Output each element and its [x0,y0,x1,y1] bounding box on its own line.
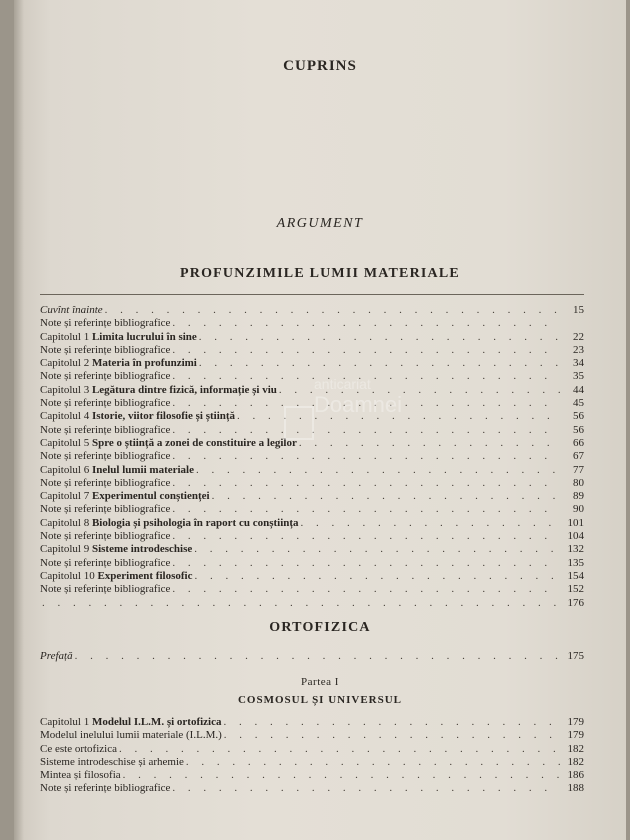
toc-entry-leader-dots [123,769,560,782]
toc-entry-chapter-title: Materia în profunzimi [91,357,197,370]
toc-entry-page-number: 56 [573,410,584,423]
toc-entry-label: Note și referințe bibliografice [40,503,171,516]
toc-entry-leader-dots [301,517,560,530]
toc-entry [40,756,584,769]
toc-entry-label: Ce este ortofizica [40,742,117,755]
toc-entry-label [40,357,197,370]
watermark-logo [284,376,434,456]
toc-entry-chapter-title: Biologia și psihologia în raport cu conștiința [91,516,299,529]
toc-entry-chapter-title: Istorie, viitor filosofie și știință [91,410,236,423]
toc-entry-leader-dots [186,756,560,769]
toc-entry-label: Note și referințe bibliografice [40,343,171,356]
toc-entry-label [40,464,194,477]
toc-entry [40,503,584,516]
toc-entry-page-number: 132 [567,543,584,556]
toc-entry-label [40,490,210,503]
toc-entry-leader-dots [172,583,560,596]
toc-entry-chapter-number: Capitolul 6 [40,463,92,476]
toc-entry-label: Prefață [40,650,73,662]
toc-entry-page-number: 44 [573,383,584,396]
toc-entry-chapter-number: Capitolul 3 [40,383,92,396]
spine-shadow [14,0,24,840]
toc-entry-label: Note și referințe bibliografice [40,782,171,795]
toc-entry-page-number: 186 [567,769,584,782]
toc-entry-page-number: 15 [573,304,584,316]
toc-entry-chapter-title: Spre o știință a zonei de constituire a legilor [91,436,297,449]
toc-entry-page-number: 90 [573,503,584,516]
toc-entry-chapter-number: Capitolul 2 [40,357,92,370]
toc-entry [40,357,584,370]
toc-entry [40,304,584,317]
toc-entry-leader-dots [172,344,560,357]
section-heading-ortofizica: ORTOFIZICA [269,620,371,635]
toc-list-cosmosul [40,716,584,796]
toc-entry-page-number: 89 [573,490,584,503]
toc-entry-label: Note și referințe bibliografice [40,476,171,489]
toc-entry [40,530,584,543]
toc-entry [40,464,584,477]
toc-entry-page-number: 135 [567,556,584,569]
toc-entry-chapter-title: Experiment filosofic [97,569,193,582]
toc-entry-page-number: 34 [573,357,584,370]
toc-entry-page-number: 35 [573,370,584,383]
toc-entry-page-number: 80 [573,476,584,489]
toc-entry-page-number: 23 [573,343,584,356]
toc-entry [40,557,584,570]
toc-entry-page-number: 45 [573,397,584,410]
toc-entry-page-number: 154 [567,569,584,582]
toc-entry-label: Note și referințe bibliografice [40,397,171,410]
toc-entry-leader-dots [199,331,560,344]
section-subheading-profunzimile: PROFUNZIMILE LUMII MATERIALE [180,266,460,281]
toc-entry-page-number: 182 [567,742,584,755]
toc-entry-page-number: 101 [567,516,584,529]
toc-entry [40,782,584,795]
toc-entry-label [40,716,222,729]
part-title: COSMOSUL ȘI UNIVERSUL [237,694,403,706]
toc-entry-leader-dots [105,304,560,317]
toc-entry-leader-dots [194,570,560,583]
toc-entry-page-number: 182 [567,755,584,768]
page-title: CUPRINS [283,58,357,74]
toc-entry-label: Note și referințe bibliografice [40,530,171,543]
toc-entry [40,650,584,663]
toc-list-argument [40,304,584,610]
section-heading-argument: ARGUMENT [276,216,364,231]
toc-entry [40,583,584,596]
toc-entry-label: Note și referințe bibliografice [40,450,171,463]
toc-entry-leader-dots [172,317,560,330]
toc-entry-leader-dots [172,530,560,543]
toc-entry [40,743,584,756]
toc-entry-label [40,410,235,423]
toc-entry-leader-dots [119,743,560,756]
toc-entry-page-number: 56 [573,423,584,436]
toc-entry-leader-dots [194,543,560,556]
toc-entry-chapter-number: Capitolul 10 [40,569,98,582]
toc-entry-page-number: 66 [573,436,584,449]
toc-entry-leader-dots [199,357,560,370]
toc-entry-page-number: 152 [567,583,584,596]
toc-entry [40,729,584,742]
toc-entry [40,543,584,556]
toc-entry-chapter-number: Capitolul 7 [40,490,92,503]
toc-entry-page-number: 176 [567,596,584,609]
toc-entry-page-number: 179 [567,729,584,742]
toc-entry-page-number: 104 [567,530,584,543]
toc-entry-label: Note și referințe bibliografice [40,317,171,330]
toc-entry [40,769,584,782]
toc-entry-leader-dots [172,557,560,570]
toc-entry-chapter-number: Capitolul 9 [40,543,92,556]
watermark-small-text: anticariat [314,376,371,392]
toc-entry [40,331,584,344]
toc-entry [40,317,584,330]
book-page [14,0,626,840]
toc-entry-leader-dots [172,782,560,795]
toc-entry-page-number: 188 [567,782,584,795]
toc-entry-label: Mintea și filosofia [40,769,121,782]
divider-rule [40,294,584,295]
toc-entry-label: Note și referințe bibliografice [40,423,171,436]
toc-entry-chapter-number: Capitolul 4 [40,410,92,423]
toc-entry-chapter-title: Sisteme introdeschise [91,543,193,556]
toc-entry [40,344,584,357]
toc-entry [40,517,584,530]
toc-entry [40,477,584,490]
toc-entry-leader-dots [212,490,560,503]
toc-entry-label: Note și referințe bibliografice [40,370,171,383]
toc-entry-chapter-number: Capitolul 5 [40,436,92,449]
toc-entry-page-number: 175 [567,650,584,662]
toc-entry-chapter-title: Limita lucrului în sine [91,330,197,343]
toc-entry-label [40,331,197,344]
toc-entry-label [40,570,192,583]
toc-entry-label: Sisteme introdeschise și arhemie [40,755,184,768]
toc-entry-leader-dots [172,477,560,490]
toc-entry-label [40,437,297,450]
toc-entry-page-number: 77 [573,463,584,476]
toc-entry [40,597,584,610]
toc-entry-label [40,517,299,530]
toc-entry-leader-dots [75,650,560,663]
toc-entry-chapter-title: Inelul lumii materiale [91,463,194,476]
toc-entry-label [40,543,192,556]
toc-list-ortofizica [40,650,584,663]
toc-entry-chapter-number: Capitolul 8 [40,516,92,529]
toc-entry-leader-dots [42,597,560,610]
toc-entry-chapter-number: Capitolul 1 [40,716,92,728]
toc-entry [40,490,584,503]
toc-entry-leader-dots [224,729,560,742]
part-label: Partea I [301,676,339,688]
toc-entry-chapter-title: Legătura dintre fizică, informație și viu [91,383,277,396]
toc-entry-page-number: 22 [573,330,584,343]
toc-entry-chapter-title: Modelul I.L.M. și ortofizica [91,716,222,728]
toc-entry-page-number: 179 [567,716,584,728]
toc-entry-leader-dots [224,716,561,729]
toc-entry-label: Cuvînt înainte [40,304,103,316]
toc-entry-leader-dots [172,503,560,516]
toc-entry-page-number: 67 [573,450,584,463]
toc-entry-chapter-title: Experimentul conștienței [91,490,210,503]
toc-entry-label [40,384,277,397]
toc-entry-label: Note și referințe bibliografice [40,583,171,596]
toc-entry [40,570,584,583]
toc-entry-label: Note și referințe bibliografice [40,556,171,569]
toc-entry-label: Modelul inelului lumii materiale (I.L.M.) [40,729,222,742]
toc-entry-leader-dots [196,464,560,477]
toc-entry [40,716,584,729]
watermark-box-icon [284,406,314,440]
watermark-big-text: Doamnei [314,392,403,417]
toc-entry-chapter-number: Capitolul 1 [40,330,92,343]
